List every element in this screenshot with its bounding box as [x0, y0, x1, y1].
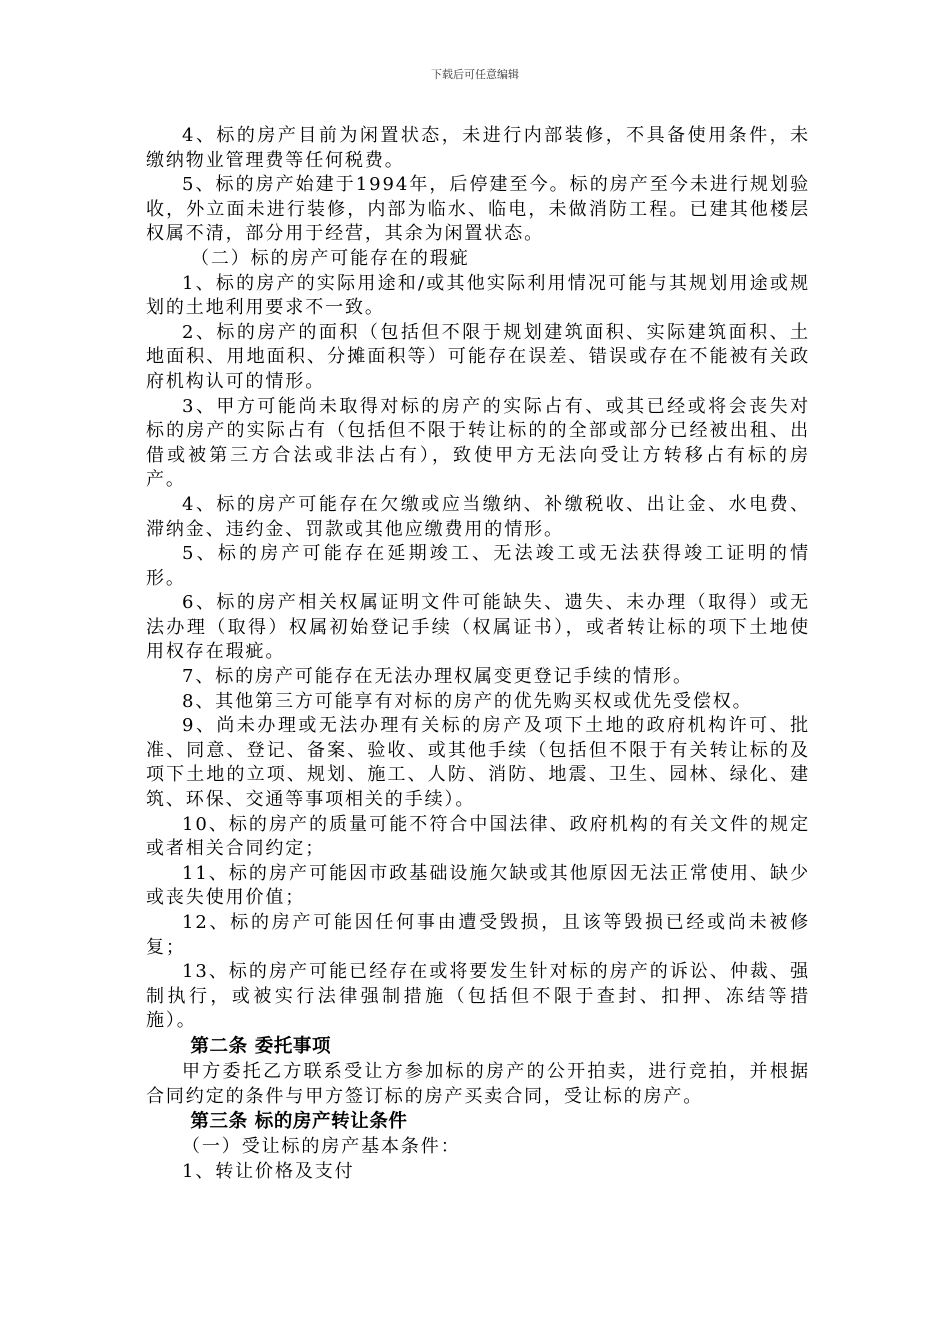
- paragraph: 6、标的房产相关权属证明文件可能缺失、遗失、未办理（取得）或无法办理（取得）权属初始登记手续（权属证书），或者转让标的项下土地使用权存在瑕疵。: [146, 592, 810, 663]
- paragraph: （一）受让标的房产基本条件：: [182, 1136, 461, 1158]
- paragraph: 9、尚未办理或无法办理有关标的房产及项下土地的政府机构许可、批准、同意、登记、备案、验收、或其他手续（包括但不限于有关转让标的及项下土地的立项、规划、施工、人防、消防、地震、卫生、园林、绿化、建筑、环保、交通等事项相关的手续）。: [146, 715, 810, 811]
- paragraph: 13、标的房产可能已经存在或将要发生针对标的房产的诉讼、仲裁、强制执行，或被实行法律强制措施（包括但不限于查封、扣押、冻结等措施）。: [146, 961, 810, 1032]
- document-body: [146, 124, 810, 1184]
- page-header: 下载后可任意编辑: [431, 68, 519, 81]
- paragraph: 12、标的房产可能因任何事由遭受毁损，且该等毁损已经或尚未被修复；: [146, 912, 810, 958]
- section-heading: 第三条 标的房产转让条件: [190, 1111, 408, 1133]
- paragraph: 2、标的房产的面积（包括但不限于规划建筑面积、实际建筑面积、土地面积、用地面积、分摊面积等）可能存在误差、错误或存在不能被有关政府机构认可的情形。: [146, 321, 810, 392]
- section-heading: 第二条 委托事项: [190, 1035, 332, 1057]
- paragraph: 10、标的房产的质量可能不符合中国法律、政府机构的有关文件的规定或者相关合同约定；: [146, 813, 810, 860]
- paragraph: 3、甲方可能尚未取得对标的房产的实际占有、或其已经或将会丧失对标的房产的实际占有（包括但不限于转让标的的全部或部分已经被出租、出借或被第三方合法或非法占有），致使甲方无法向受让方转移占有标的房产。: [146, 395, 810, 491]
- subsection-heading: （二）标的房产可能存在的瑕疵: [191, 247, 470, 269]
- paragraph: 1、标的房产的实际用途和/或其他实际利用情况可能与其规划用途或规划的土地利用要求不一致。: [146, 272, 810, 319]
- paragraph: 甲方委托乙方联系受让方参加标的房产的公开拍卖，进行竞拍，并根据合同约定的条件与甲方签订标的房产买卖合同，受让标的房产。: [146, 1060, 810, 1107]
- paragraph: 5、标的房产可能存在延期竣工、无法竣工或无法获得竣工证明的情形。: [146, 543, 810, 589]
- paragraph: 4、标的房产可能存在欠缴或应当缴纳、补缴税收、出让金、水电费、滞纳金、违约金、罚款或其他应缴费用的情形。: [146, 493, 810, 540]
- paragraph: 1、转让价格及支付: [182, 1160, 355, 1182]
- paragraph: 7、标的房产可能存在无法办理权属变更登记手续的情形。: [182, 666, 693, 688]
- paragraph: 4、标的房产目前为闲置状态，未进行内部装修，不具备使用条件，未缴纳物业管理费等任何税费。: [146, 125, 810, 171]
- paragraph: 11、标的房产可能因市政基础设施欠缺或其他原因无法正常使用、缺少或丧失使用价值；: [146, 862, 810, 909]
- paragraph: 8、其他第三方可能享有对标的房产的优先购买权或优先受偿权。: [182, 690, 753, 712]
- paragraph: 5、标的房产始建于1994年，后停建至今。标的房产至今未进行规划验收，外立面未进行装修，内部为临水、临电，未做消防工程。已建其他楼层权属不清，部分用于经营，其余为闲置状态。: [146, 174, 810, 245]
